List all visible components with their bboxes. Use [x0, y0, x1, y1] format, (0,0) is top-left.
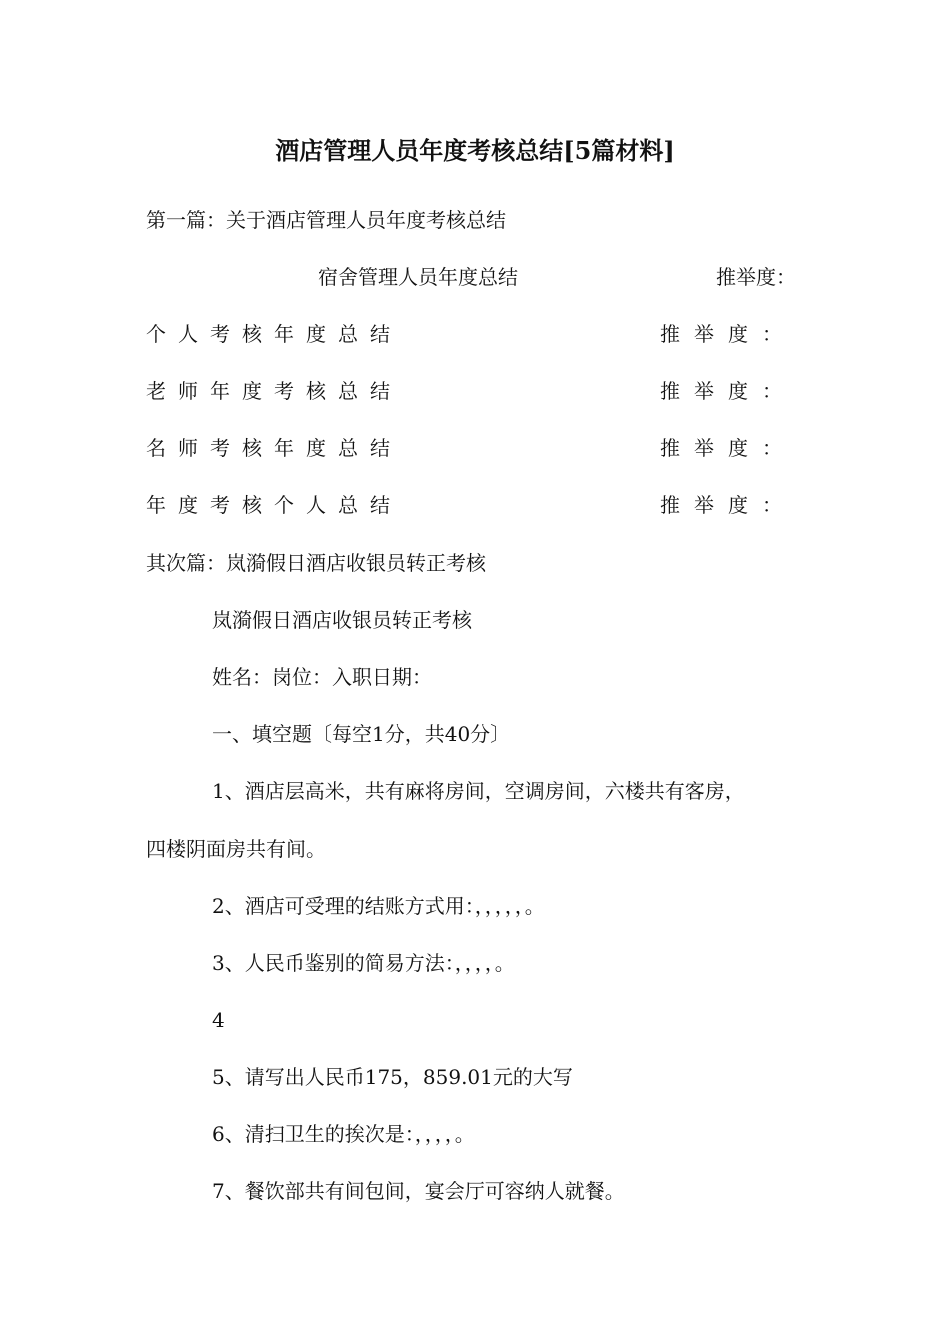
recommend-row-label: 推举度：: [660, 322, 796, 346]
recommend-row-title: 宿舍管理人员年度总结: [318, 265, 518, 289]
exam-info-line: 姓名：岗位：入职日期：: [212, 665, 432, 689]
question-3: 3、人民币鉴别的简易方法：，，，，。: [212, 951, 515, 975]
question-1: 1、酒店层高米，共有麻将房间，空调房间，六楼共有客房，: [212, 779, 745, 803]
recommend-row-title: 年度考核个人总结: [146, 493, 402, 517]
recommend-row-title: 名师考核年度总结: [146, 436, 402, 460]
question-2: 2、酒店可受理的结账方式用：，，，，，。: [212, 894, 545, 918]
section1-heading: 第一篇：关于酒店管理人员年度考核总结: [146, 208, 506, 232]
question-6: 6、清扫卫生的挨次是：，，，，。: [212, 1122, 475, 1146]
part-heading: 一、填空题〔每空1分，共40分〕: [212, 722, 511, 746]
question-1-continued: 四楼阴面房共有间。: [146, 837, 326, 861]
recommend-row-label: 推举度：: [660, 436, 796, 460]
recommend-row-title: 老师年度考核总结: [146, 379, 402, 403]
recommend-row: [146, 375, 796, 407]
question-4: 4: [212, 1008, 225, 1032]
recommend-row-label: 推举度：: [660, 493, 796, 517]
document-title: 酒店管理人员年度考核总结[5篇材料]: [275, 136, 675, 165]
section2-subtitle: 岚漪假日酒店收银员转正考核: [212, 608, 472, 632]
recommend-row-title: 个人考核年度总结: [146, 322, 402, 346]
question-5: 5、请写出人民币175，859.01元的大写: [212, 1065, 573, 1089]
recommend-row-label: 推举度：: [660, 379, 796, 403]
recommend-row: [146, 489, 796, 521]
section2-heading: 其次篇：岚漪假日酒店收银员转正考核: [146, 551, 486, 575]
recommend-row-label: 推举度：: [716, 265, 796, 289]
recommend-row: [146, 432, 796, 464]
recommend-row: [146, 318, 796, 350]
question-7: 7、餐饮部共有间包间，宴会厅可容纳人就餐。: [212, 1179, 625, 1203]
